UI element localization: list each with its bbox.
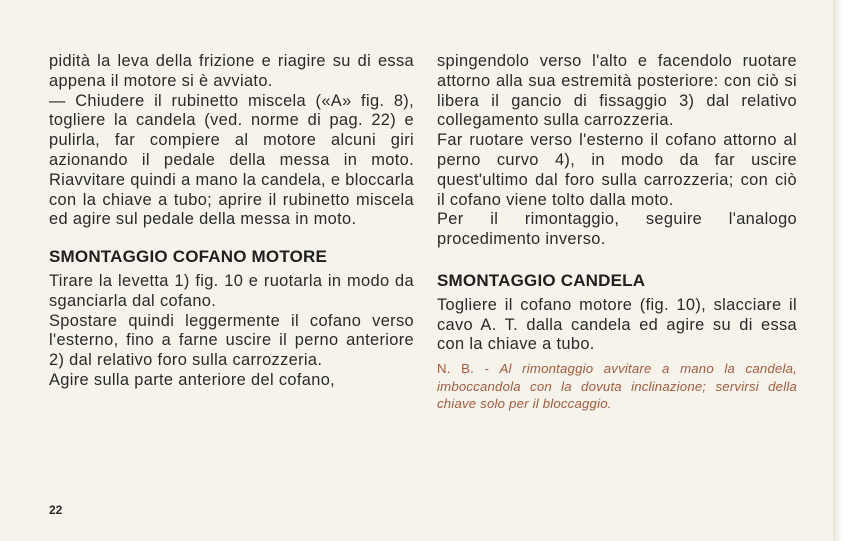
paragraph: pidità la leva della frizione e riagire su di essa appena il motore si è avviato. — [49, 52, 414, 90]
note-prefix: N. B. - — [437, 361, 500, 377]
right-column — [437, 52, 797, 413]
left-column — [49, 52, 414, 391]
section-heading-cofano: SMONTAGGIO COFANO MOTORE — [49, 247, 328, 267]
paragraph: Per il rimontaggio, seguire l'analogo procedimento inverso. — [437, 210, 797, 249]
paragraph: Togliere il cofano motore (fig. 10), slacciare il cavo A. T. dalla candela ed agire su di essa con la chiave a tubo. — [437, 295, 797, 354]
note-text: Al rimontaggio avvitare a mano la candela, imboccandola con la dovuta inclinazione; servirsi della chiave solo per il bloccaggio. — [437, 361, 797, 412]
section-heading-candela: SMONTAGGIO CANDELA — [437, 270, 646, 290]
page-edge — [833, 0, 847, 541]
page-number: 22 — [49, 503, 63, 517]
note-nb — [437, 360, 797, 413]
paragraph: Agire sulla parte anteriore del cofano, — [49, 370, 336, 389]
paragraph: Spostare quindi leggermente il cofano verso l'esterno, fino a farne uscire il perno anteriore 2) dal relativo foro sulla carrozzeria. — [49, 311, 414, 370]
paragraph: Tirare la levetta 1) fig. 10 e ruotarla in modo da sganciarla dal cofano. — [49, 271, 414, 310]
paragraph: spingendolo verso l'alto e facendolo ruotare attorno alla sua estremità posteriore: con ciò si libera il gancio di fissaggio 3) dal relativo collegamento sulla carrozzeria. — [437, 52, 797, 130]
paragraph: — Chiudere il rubinetto miscela («A» fig. 8), togliere la candela (ved. norme di pag. 22) e pulirla, far compiere al motore alcuni giri azionando il pedale della messa in moto. Riavvitare quindi a mano la candela, e bloccarla con la chiave a tubo; aprire il rubinetto miscela ed agire sul pedale della messa in moto. — [49, 91, 414, 229]
paragraph: Far ruotare verso l'esterno il cofano attorno al perno curvo 4), in modo da far uscire quest'ultimo dal foro sulla carrozzeria; con ciò il cofano viene tolto dalla moto. — [437, 131, 797, 209]
